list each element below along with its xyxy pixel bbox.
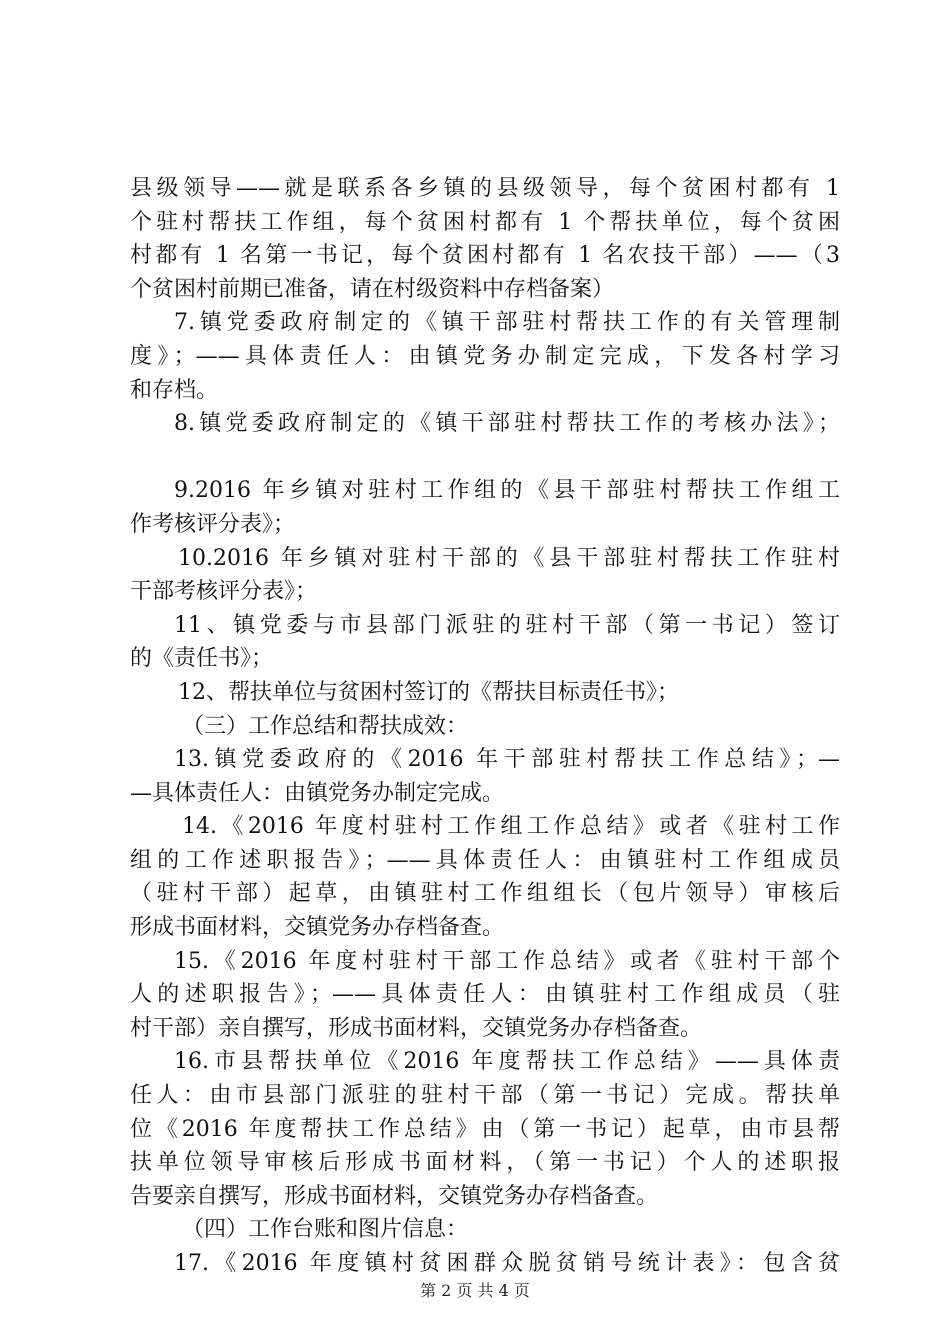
text-line: 村干部）亲自撰写，形成书面材料，交镇党务办存档备查。: [130, 1015, 703, 1041]
section-heading: （三）工作总结和帮扶成效：: [182, 713, 469, 739]
text-line: 形成书面材料，交镇党务办存档备查。: [130, 915, 505, 941]
text-line: 位《2016 年度帮扶工作总结》由（第一书记）起草，由市县帮: [130, 1116, 840, 1142]
text-line: 9.2016 年乡镇对驻村工作组的《县干部驻村帮扶工作组工: [174, 478, 840, 504]
text-line: 告要亲自撰写，形成书面材料，交镇党务办存档备查。: [130, 1183, 659, 1209]
text-line: 16.市县帮扶单位《2016 年度帮扶工作总结》——具体责: [174, 1049, 840, 1075]
text-line: 作考核评分表》；: [130, 511, 296, 537]
text-line: 干部考核评分表》；: [130, 579, 318, 605]
text-line: 15.《2016 年度村驻村干部工作总结》或者《驻村干部个: [174, 948, 840, 974]
text-line: 和存档。: [130, 377, 219, 403]
text-line: 10.2016 年乡镇对驻村干部的《县干部驻村帮扶工作驻村: [178, 545, 840, 571]
page-number: 第 2 页 共 4 页: [420, 1281, 530, 1300]
section-heading: （四）工作台账和图片信息：: [182, 1217, 469, 1243]
text-line: 县级领导——就是联系各乡镇的县级领导，每个贫困村都有 1: [130, 176, 840, 201]
document-body: [130, 172, 840, 1281]
text-line: （驻村干部）起草，由镇驻村工作组组长（包片领导）审核后: [130, 881, 840, 907]
text-line: 7.镇党委政府制定的《镇干部驻村帮扶工作的有关管理制: [174, 310, 840, 336]
blank-line: [130, 441, 840, 475]
text-line: 个贫困村前期已准备，请在村级资料中存档备案）: [130, 276, 615, 302]
text-line: 8.镇党委政府制定的《镇干部驻村帮扶工作的考核办法》；: [174, 411, 840, 437]
text-line: 个驻村帮扶工作组，每个贫困村都有 1 个帮扶单位，每个贫困: [130, 209, 840, 235]
text-line: —具体责任人：由镇党务办制定完成。: [130, 780, 505, 806]
text-line: 村都有 1 名第一书记，每个贫困村都有 1 名农技干部）——（3: [130, 243, 840, 269]
text-line: 11、镇党委与市县部门派驻的驻村干部（第一书记）签订: [174, 612, 840, 638]
text-line: 12、帮扶单位与贫困村签订的《帮扶目标责任书》；: [178, 679, 679, 705]
text-line: 扶单位领导审核后形成书面材料，（第一书记）个人的述职报: [130, 1150, 840, 1176]
text-line: 13.镇党委政府的《2016 年干部驻村帮扶工作总结》；—: [174, 747, 840, 773]
text-line: 14.《2016 年度村驻村工作组工作总结》或者《驻村工作: [182, 814, 840, 840]
text-line: 度》；——具体责任人：由镇党务办制定完成，下发各村学习: [130, 343, 840, 369]
text-line: 人的述职报告》；——具体责任人：由镇驻村工作组成员（驻: [130, 982, 840, 1008]
text-line: 的《责任书》；: [130, 646, 274, 672]
text-line: 任人：由市县部门派驻的驻村干部（第一书记）完成。帮扶单: [130, 1083, 840, 1109]
text-line: 组的工作述职报告》；——具体责任人：由镇驻村工作组成员: [130, 847, 840, 873]
text-line: 17.《2016 年度镇村贫困群众脱贫销号统计表》：包含贫: [174, 1251, 840, 1276]
